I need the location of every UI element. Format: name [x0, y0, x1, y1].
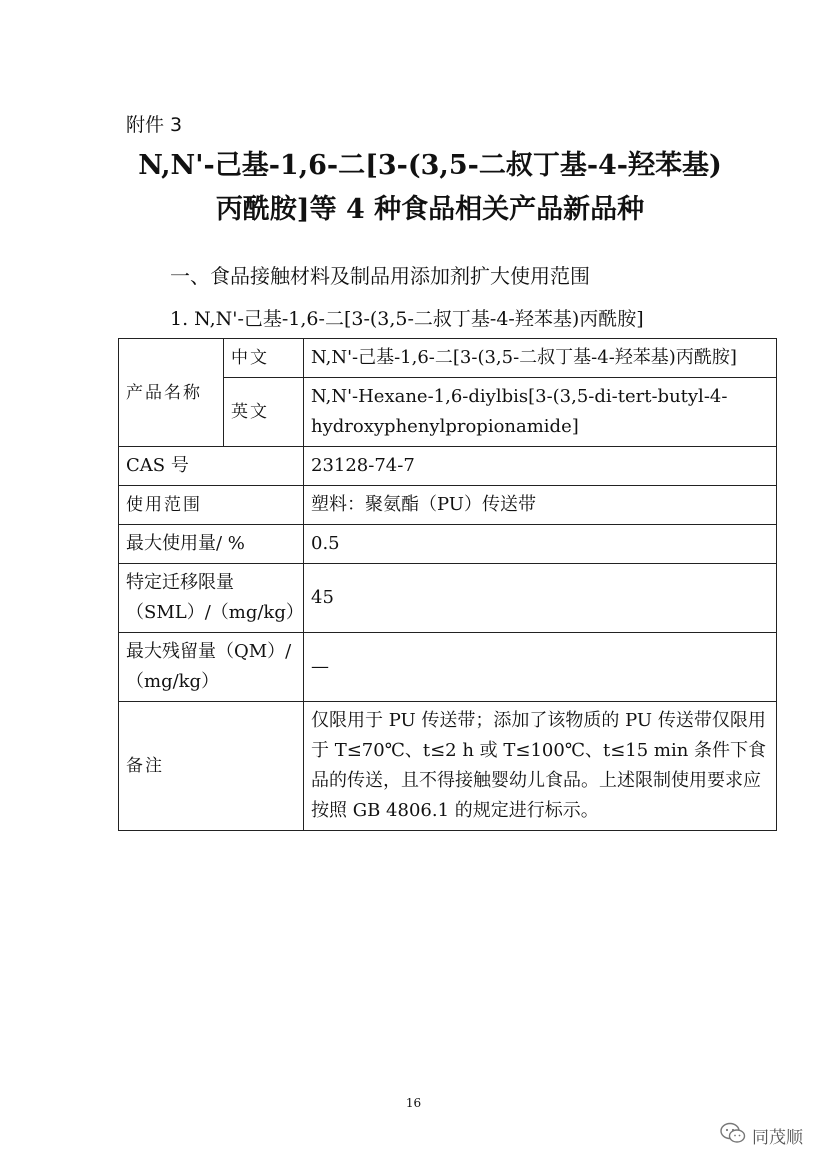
cas-value: 23128-74-7 — [304, 447, 777, 486]
page-title-line-2: 丙酰胺]等 4 种食品相关产品新品种 — [215, 194, 645, 225]
subsection-heading: 1. N,N'-己基-1,6-二[3-(3,5-二叔丁基-4-羟苯基)丙酰胺] — [170, 308, 644, 330]
remarks-label: 备注 — [119, 702, 304, 831]
page-number: 16 — [405, 1096, 422, 1110]
scope-label: 使用范围 — [119, 486, 304, 525]
max-usage-label: 最大使用量/ % — [119, 525, 304, 564]
table-row — [119, 447, 777, 486]
table-row — [119, 564, 777, 633]
wechat-icon — [720, 1122, 746, 1149]
chinese-name-label: 中文 — [224, 339, 304, 378]
product-name-label: 产品名称 — [119, 339, 224, 447]
english-name-label: 英文 — [224, 378, 304, 447]
table-row — [119, 525, 777, 564]
table-row — [119, 633, 777, 702]
qm-value: — — [304, 633, 777, 702]
table-row — [119, 702, 777, 831]
qm-label: 最大残留量（QM）/（mg/kg） — [119, 633, 304, 702]
annex-label: 附件 3 — [126, 114, 183, 136]
max-usage-value: 0.5 — [304, 525, 777, 564]
sml-value: 45 — [304, 564, 777, 633]
remarks-value: 仅限用于 PU 传送带；添加了该物质的 PU 传送带仅限用于 T≤70℃、t≤2 h 或 T≤100℃、t≤15 min 条件下食品的传送，且不得接触婴幼儿食品。上述限制使用要求应按照 GB 4806.1 的规定进行标示。 — [304, 702, 777, 831]
scope-value: 塑料：聚氨酯（PU）传送带 — [304, 486, 777, 525]
sml-label: 特定迁移限量（SML）/（mg/kg） — [119, 564, 304, 633]
spec-table — [118, 338, 777, 831]
watermark — [720, 1122, 803, 1149]
cas-label: CAS 号 — [119, 447, 304, 486]
table-row — [119, 339, 777, 378]
english-name-value: N,N'-Hexane-1,6-diylbis[3-(3,5-di-tert-butyl-4-hydroxyphenylpropionamide] — [304, 378, 777, 447]
section-heading: 一、食品接触材料及制品用添加剂扩大使用范围 — [170, 264, 590, 288]
page-title-line-1: N,N'-己基-1,6-二[3-(3,5-二叔丁基-4-羟苯基) — [138, 150, 722, 181]
watermark-text: 同茂顺 — [752, 1128, 803, 1148]
chinese-name-value: N,N'-己基-1,6-二[3-(3,5-二叔丁基-4-羟苯基)丙酰胺] — [304, 339, 777, 378]
table-row — [119, 486, 777, 525]
